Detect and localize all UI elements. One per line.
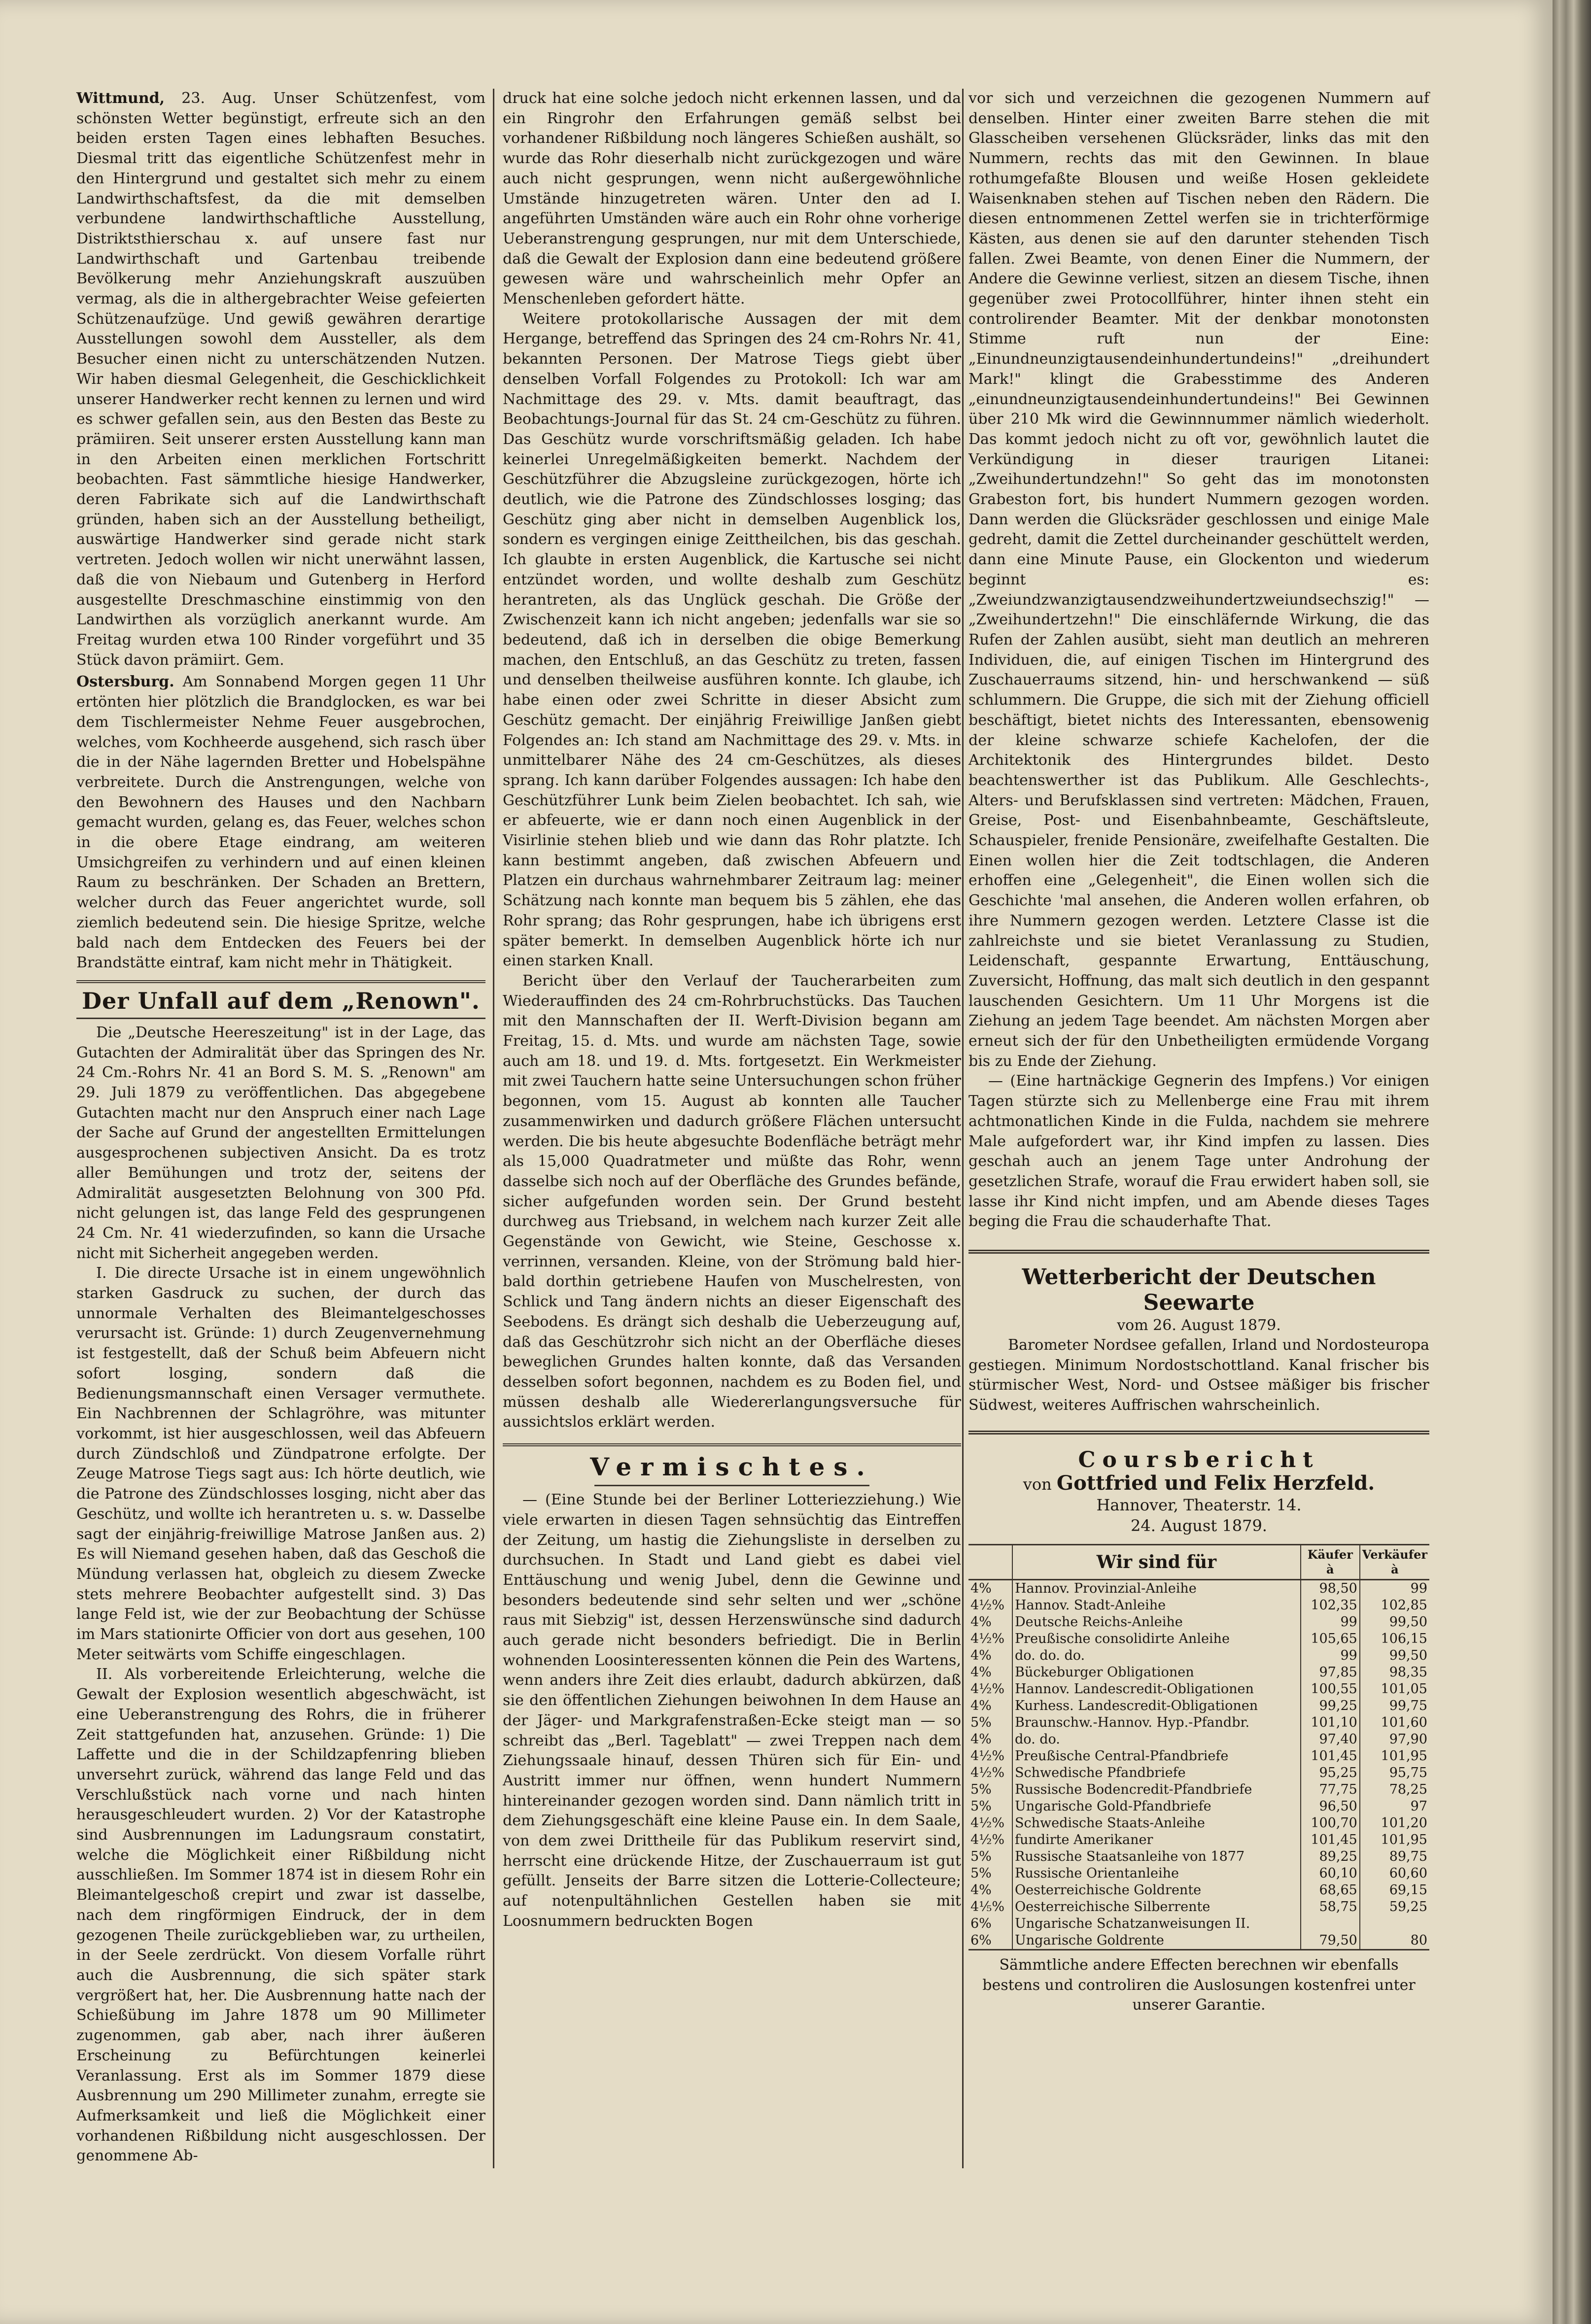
course-report: [968, 1447, 1429, 2016]
course-header-main: Wir sind für: [1012, 1544, 1301, 1579]
course-sell: 80: [1410, 1932, 1427, 1948]
course-buy: 99: [1301, 1614, 1360, 1631]
course-sell: 101,20: [1381, 1815, 1427, 1831]
course-buy: 97,40: [1301, 1731, 1360, 1748]
course-sell: 89,75: [1389, 1848, 1427, 1864]
article-renown-intro: Die „Deutsche Heereszeitung" ist in der Lage, das Gutachten der Admiralität über das Springen des Nr. 24 Cm.-Rohrs Nr. 41 an Bord S. M. S. „Renown" am 29. Juli 1879 zu veröffentlichen. Das abgegebene Gutachten macht nur den Anspruch einer nach Lage der Sache auf Grund der angestellten Ermittelungen ausgesprochenen subjectiven Ansicht. Da es trotz aller Bemühungen und trotz der, seitens der Admiralität ausgesetzten Belohnung von 300 Pfd. nicht gelungen ist, das lange Feld des gesprungenen 24 Cm. Nr. 41 wiederzufinden, so kann die Ursache nicht mit Sicherheit angegeben werden.: [76, 1024, 485, 1262]
course-row: [968, 1631, 1429, 1647]
course-pct: 4%: [970, 1698, 992, 1713]
course-row: [968, 1714, 1429, 1731]
course-row: [968, 1597, 1429, 1614]
heading-underline: [76, 1018, 485, 1019]
course-buy: 99,25: [1301, 1698, 1360, 1714]
course-pct: 4½%: [970, 1597, 1005, 1613]
course-title: Coursbericht: [1078, 1447, 1320, 1472]
course-sell: 101,60: [1381, 1714, 1427, 1730]
section-divider-4: [968, 1431, 1429, 1435]
course-name: Oesterreichische Goldrente: [1012, 1882, 1301, 1899]
course-name: Russische Bodencredit-Pfandbriefe: [1012, 1781, 1301, 1798]
column-2: [503, 89, 961, 1932]
column-3: [968, 89, 1429, 2016]
course-row: [968, 1832, 1429, 1848]
column-rule-1: [493, 89, 494, 2168]
book-page-edges: [1553, 0, 1591, 2324]
course-name: Ungarische Goldrente: [1012, 1932, 1301, 1950]
article-wittmund: [76, 89, 485, 670]
course-buy: 102,35: [1301, 1597, 1360, 1614]
course-name: do. do. do.: [1012, 1647, 1301, 1664]
column-1: [76, 89, 485, 2166]
course-pct: 4%: [970, 1614, 992, 1630]
course-name: Russische Staatsanleihe von 1877: [1012, 1848, 1301, 1865]
course-pct: 4%: [970, 1731, 992, 1747]
course-name: Russische Orientanleihe: [1012, 1865, 1301, 1882]
course-buy: 105,65: [1301, 1631, 1360, 1647]
article-ostersburg-text: Am Sonnabend Morgen gegen 11 Uhr ertönten hier plötzlich die Brandglocken, es war bei dem Tischlermeister Nehme Feuer ausgebrochen, welches, vom Kochheerde ausgehend, sich rasch über die in der Nähe lagernden Bretter und Hobelspähne verbreitete. Durch die Anstrengungen, welche von den Bewohnern des Hauses und den Nachbarn gemacht wurden, gelang es, das Feuer, welches schon in die obere Etage eindrang, am weiteren Umsichgreifen zu verhindern und auf einen kleinen Raum zu beschränken. Der Schaden an Brettern, welcher durch das Feuer angerichtet wurde, soll ziemlich bedeutend sein. Die hiesige Spritze, welche bald nach dem Entdecken des Feuers bei der Brandstätte eintraf, kam nicht mehr in Thätigkeit.: [76, 673, 485, 972]
course-name: do. do.: [1012, 1731, 1301, 1748]
course-von: von: [1023, 1474, 1052, 1494]
course-buy: 101,45: [1301, 1832, 1360, 1848]
course-buy: 89,25: [1301, 1848, 1360, 1865]
course-pct: 4⅕%: [970, 1899, 1005, 1914]
course-buy: 96,50: [1301, 1798, 1360, 1815]
course-name: Oesterreichische Silberrente: [1012, 1899, 1301, 1915]
course-row: [968, 1664, 1429, 1681]
course-pct: 4½%: [970, 1832, 1005, 1847]
course-pct: 5%: [970, 1781, 992, 1797]
course-sell: 101,95: [1381, 1832, 1427, 1847]
course-sell: 98,35: [1389, 1664, 1427, 1680]
course-row: [968, 1899, 1429, 1915]
course-row: [968, 1865, 1429, 1882]
course-sell: 95,75: [1389, 1765, 1427, 1780]
course-pct: 4½%: [970, 1681, 1005, 1697]
heading-underline-2: [594, 1485, 869, 1486]
course-sell: 106,15: [1381, 1631, 1427, 1646]
course-name: Deutsche Reichs-Anleihe: [1012, 1614, 1301, 1631]
article-renown-part1: I. Die directe Ursache ist in einem ungewöhnlich starken Gasdruck zu suchen, der durch das unnormale Verhalten des Bleimantelgeschosses verursacht ist. Gründe: 1) durch Zeugenvernehmung ist festgestellt, daß der Schuß beim Abfeuern nicht sofort losging, sondern daß die Bedienungsmannschaft einen Versager vermuthete. Ein Nachbrennen der Schlagröhre, was mitunter vorkommt, ist hier ausgeschlossen, weil das Abfeuern durch Zündschloß und Zündpatrone erfolgte. Der Zeuge Matrose Tiegs sagt aus: Ich hörte deutlich, wie die Patrone des Zündschlosses losging, nicht aber das Geschütz, und wollte ich herantreten u. s. w. Dasselbe sagt der einjährig-freiwillige Matrose Janßen aus. 2) Es will Niemand gesehen haben, daß das Geschoß die Mündung verlassen hat, obgleich zu diesem Zwecke stets mehrere Beobachter aufgestellt sind. 3) Das lange Feld ist, wie der zur Beobachtung der Schüsse im Mars stationirte Officier von dort aus gesehen, 100 Meter seitwärts vom Schiffe eingeschlagen.: [76, 1265, 485, 1663]
article-vaccination: — (Eine hartnäckige Gegnerin des Impfens.) Vor einigen Tagen stürzte sich zu Mellenberge eine Frau mit ihrem achtmonatlichen Kinde in die Fulda, nachdem sie mehrere Male aufgefordert war, ihr Kind impfen zu lassen. Dies geschah auch an jenem Tage unter Androhung der gesetzlichen Strafe, worauf die Frau erwidert haben soll, sie lasse ihr Kind nicht impfen, und am Abende dieses Tages beging die Frau die schauderhafte That.: [968, 1072, 1429, 1230]
course-sell: 99,75: [1389, 1698, 1427, 1713]
article-lottery-cont: vor sich und verzeichnen die gezogenen Nummern auf denselben. Hinter einer zweiten Barre stehen die mit Glasscheiben versehenen Glücksräder, links das mit den Nummern, rechts das mit den Gewinnen. In blaue rothumgefaßte Blousen und weiße Hosen gekleidete Waisenknaben stehen auf Tischen neben den Rädern. Die diesen entnommenen Zettel werfen sie in trichterförmige Kästen, aus denen sie auf den darunter stehenden Tisch fallen. Zwei Beamte, von denen Einer die Nummern, der Andere die Gewinne verliest, sitzen an diesem Tische, ihnen gegenüber zwei Protocollführer, hinter ihnen steht ein controlirender Beamter. Mit der denkbar monotonsten Stimme ruft nun der Eine: „Einundneunzigtausendeinhundertundeins!" „dreihundert Mark!" klingt die Grabesstimme des Anderen „einundneunzigtausendeinhundertundeins!" Bei Gewinnen über 210 Mk wird die Gewinnnummer nämlich wiederholt. Das kommt jedoch nicht zu oft vor, gewöhnlich lautet die Verkündigung in dieser traurigen Litanei: „Zweihundertundzehn!" So geht das im monotonsten Grabeston fort, bis hundert Nummern gezogen worden. Dann werden die Glücksräder geschlossen und einige Male gedreht, damit die Zettel durcheinander geschüttelt werden, dann eine Minute Pause, ein Glockenton und wiederum beginnt es: „Zweiundzwanzigtausendzweihundertzweiundsechszig!" — „Zweihundertzehn!" Die einschläfernde Wirkung, die das Rufen der Zahlen ausübt, sieht man deutlich an mehreren Individuen, die, auf einigen Tischen im Hintergrund des Zuschauerraums sitzend, hin- und herschwankend — süß schlummern. Die Gruppe, die sich mit der Ziehung officiell beschäftigt, bietet nichts des Interessanten, ebensowenig der kleine schwarze schiefe Kachelofen, der die Architektonik des Hintergrundes bildet. Desto beachtenswerther ist das Publikum. Alle Geschlechts-, Alters- und Berufsklassen sind vertreten: Mädchen, Frauen, Greise, Post- und Eisenbahnbeamte, Geschäftsleute, Schauspieler, frenide Pensionäre, zweifelhafte Gestalten. Die Einen wollen hier die Zeit todtschlagen, die Anderen erhoffen eine „Gelegenheit", die Einen wollen sich die Geschichte 'mal ansehen, die Anderen wollen erfahren, ob ihre Nummern gezogen werden. Letztere Classe ist die zahlreichste und sie bietet Veranlassung zu Studien, Leidenschaft, gespannte Erwartung, Enttäuschung, Zuversicht, Hoffnung, das malt sich deutlich in den gespannt lauschenden Gesichtern. Um 11 Uhr Morgens ist die Ziehung an jedem Tage beendet. Am nächsten Morgen aber erneut sich der für den Unbetheiligten ermüdende Vorgang bis zu Ende der Ziehung.: [968, 90, 1429, 1070]
course-buy: 98,50: [1301, 1579, 1360, 1597]
course-header-sell: Verkäufer à: [1360, 1544, 1429, 1579]
course-name: fundirte Amerikaner: [1012, 1832, 1301, 1848]
course-buy: 99: [1301, 1647, 1360, 1664]
course-header-buy: Käufer à: [1301, 1544, 1360, 1579]
course-name: Bückeburger Obligationen: [1012, 1664, 1301, 1681]
course-header-pct: [968, 1544, 1012, 1579]
course-name: Ungarische Gold-Pfandbriefe: [1012, 1798, 1301, 1815]
course-pct: 4%: [970, 1882, 992, 1898]
course-name: Hannov. Stadt-Anleihe: [1012, 1597, 1301, 1614]
course-name: Schwedische Staats-Anleihe: [1012, 1815, 1301, 1832]
course-row: [968, 1731, 1429, 1748]
course-pct: 6%: [970, 1915, 992, 1931]
course-date: 24. August 1879.: [1131, 1516, 1267, 1535]
article-diver-report: Bericht über den Verlauf der Taucherarbeiten zum Wiederauffinden des 24 cm-Rohrbruchstücks. Das Tauchen mit den Mannschaften der II. Werft-Division begann am Freitag, 15. d. Mts. und wurde am nächsten Tage, sowie auch am 18. und 19. d. Mts. fortgesetzt. Ein Werkmeister mit zwei Tauchern hatte seine Untersuchungen schon früher begonnen, vom 15. August ab konnten alle Taucher zusammenwirken und dadurch größere Flächen untersucht werden. Die bis heute abgesuchte Bodenfläche beträgt mehr als 15,000 Quadratmeter und müßte das Rohr, wenn dasselbe sich noch auf der Oberfläche des Grundes befände, sicher aufgefunden worden sein. Der Grund besteht durchweg aus Triebsand, in welchem nach kurzer Zeit alle Gegenstände von Gewicht, wie Steine, Geschosse x. verrinnen, versanden. Kleine, von der Strömung bald hier- bald dorthin getriebene Haufen von Muschelresten, von Schlick und Tang ändern nichts an dieser Eigenschaft des Seebodens. Es drängt sich deshalb die Ueberzeugung auf, daß das Geschützrohr sich nicht an der Oberfläche dieses beweglichen Grundes halten konnte, daß das Versanden desselben sofort begonnen, nachdem es zu Boden fiel, und müssen deshalb alle Wiedererlangungsversuche für aussichtslos erklärt werden.: [503, 972, 961, 1431]
column-rule-2: [962, 89, 964, 2168]
course-address: Hannover, Theaterstr. 14.: [1096, 1495, 1302, 1514]
course-footer: Sämmtliche andere Effecten berechnen wir ebenfalls bestens und controliren die Auslosungen kostenfrei unter unserer Garantie.: [982, 1956, 1416, 2014]
course-buy: 79,50: [1301, 1932, 1360, 1950]
article-wittmund-text: 23. Aug. Unser Schützenfest, vom schönsten Wetter begünstigt, erfreute sich an den beiden ersten Tagen eines lebhaften Besuches. Diesmal tritt das eigentliche Schützenfest mehr in den Hintergrund und gestaltet sich mehr zu einem Landwirthschaftsfest, da die mit demselben verbundene landwirthschaftliche Ausstellung, Distriktsthierschau x. auf unsere fast nur Landwirthschaft und Gartenbau treibende Bevölkerung mehr Anziehungskraft auszuüben vermag, als die in althergebrachter Weise gefeierten Schützenaufzüge. Und gewiß gewähren derartige Ausstellungen sowohl dem Aussteller, als dem Besucher einen nicht zu unterschätzenden Nutzen. Wir haben diesmal Gelegenheit, die Geschicklichkeit unserer Handwerker recht kennen zu lernen und wird es schwer gefallen sein, aus den Besten das Beste zu prämiiren. Seit unserer ersten Ausstellung kann man in den Arbeiten einen merklichen Fortschritt beobachten. Fast sämmtliche hiesige Handwerker, deren Fabrikate sich auf die Landwirthschaft gründen, haben sich an der Ausstellung betheiligt, auswärtige Handwerker sind gerade nicht stark vertreten. Jedoch wollen wir nicht unerwähnt lassen, daß die von Niebaum und Gutenberg in Herford ausgestellte Dreschmaschine einstimmig von den Landwirthen als vorzüglich anerkannt wurde. Am Freitag wurden etwa 100 Rinder vorgeführt und 35 Stück davon prämiirt. Gem.: [76, 90, 485, 669]
course-buy: 100,70: [1301, 1815, 1360, 1832]
course-pct: 4%: [970, 1664, 992, 1680]
course-buy: 58,75: [1301, 1899, 1360, 1915]
course-pct: 4½%: [970, 1631, 1005, 1646]
course-buy: 60,10: [1301, 1865, 1360, 1882]
weather-text: Barometer Nordsee gefallen, Irland und Nordosteuropa gestiegen. Minimum Nordostschottland. Kanal frischer bis stürmischer West, Nord- und Ostsee mäßiger bis frischer Südwest, weiteres Auffrischen wahrscheinlich.: [968, 1336, 1429, 1414]
section-divider-3: [968, 1250, 1429, 1254]
course-row: [968, 1915, 1429, 1932]
course-buy: [1301, 1915, 1360, 1932]
course-row: [968, 1748, 1429, 1765]
course-pct: 5%: [970, 1798, 992, 1814]
weather-title: Wetterbericht der Deutschen Seewarte: [1022, 1265, 1376, 1316]
section-divider-2: [503, 1443, 961, 1446]
course-buy: 68,65: [1301, 1882, 1360, 1899]
heading-renown: Der Unfall auf dem „Renown".: [82, 987, 480, 1014]
article-ostersburg: [76, 672, 485, 973]
course-table: [968, 1544, 1429, 1950]
course-firm-line: [968, 1473, 1429, 1495]
course-row: [968, 1882, 1429, 1899]
course-sell: 78,25: [1389, 1781, 1427, 1797]
course-row: [968, 1765, 1429, 1781]
course-pct: 4%: [970, 1580, 992, 1596]
course-pct: 6%: [970, 1932, 992, 1948]
course-buy: 77,75: [1301, 1781, 1360, 1798]
course-row: [968, 1681, 1429, 1698]
course-pct: 5%: [970, 1865, 992, 1881]
course-row: [968, 1698, 1429, 1714]
article-lottery: — (Eine Stunde bei der Berliner Lotteriezziehung.) Wie viele erwarten in diesen Tagen sehnsüchtig das Eintreffen der Zeitung, um hastig die Ziehungsliste in derselben zu durchsuchen. In Stadt und Land giebt es dabei viel Enttäuschung und wenig Jubel, denn die Gewinne und besonders bedeutende sind sehr selten und wer „schöne raus mit Siebzig" ist, dessen Herzenswünsche sind dadurch auch gerade nicht besonders befriedigt. Die in Berlin wohnenden Loosinteressenten können die Pein des Wartens, wenn anders ihre Zeit dies erlaubt, dadurch abkürzen, daß sie den öffentlichen Ziehungen beiwohnen In dem Hause an der Jäger- und Markgrafenstraßen-Ecke steigt man — so schreibt das „Berl. Tageblatt" — zwei Treppen nach dem Ziehungssaale hinauf, dessen Thüren sich für Ein- und Austritt immer nur öffnen, wenn hundert Nummern hintereinander gezogen worden sind. Dann nämlich tritt in dem Ziehungsgeschäft eine kleine Pause ein. In dem Saale, von dem zwei Drittheile für das Publikum reservirt sind, herrscht eine drückende Hitze, der Zuschauerraum ist gut gefüllt. Jenseits der Barre sitzen die Lotterie-Collecteure; auf notenpultähnlichen Gestellen haben sie mit Loosnummern bedruckten Bogen: [503, 1491, 961, 1930]
course-row: [968, 1815, 1429, 1832]
course-row: [968, 1798, 1429, 1815]
section-divider: [76, 980, 485, 983]
course-sell: 97: [1410, 1798, 1427, 1814]
weather-report: [968, 1265, 1429, 1416]
course-sell: 99,50: [1389, 1647, 1427, 1663]
course-name: Schwedische Pfandbriefe: [1012, 1765, 1301, 1781]
course-sell: 101,95: [1381, 1748, 1427, 1764]
course-buy: 101,10: [1301, 1714, 1360, 1731]
course-name: Kurhess. Landescredit-Obligationen: [1012, 1698, 1301, 1714]
course-pct: 4½%: [970, 1765, 1005, 1780]
article-renown-cont: druck hat eine solche jedoch nicht erkennen lassen, und da ein Ringrohr den Erfahrungen gemäß selbst bei vorhandener Rißbildung noch längeres Schießen aushält, so wurde das Rohr dieserhalb nicht zurückgezogen und wäre auch nicht gesprungen, wenn nicht außergewöhnliche Umstände hinzugetreten wären. Unter den ad I. angeführten Umständen wäre auch ein Rohr ohne vorherige Ueberanstrengung gesprungen, nur mit dem Unterschiede, daß die Gewalt der Explosion dann eine bedeutend größere gewesen wäre und wahrscheinlich mehr Opfer an Menschenleben gefordert hätte.: [503, 90, 961, 308]
course-sell: 102,85: [1381, 1597, 1427, 1613]
course-name: Hannov. Provinzial-Anleihe: [1012, 1579, 1301, 1597]
course-firm: Gottfried und Felix Herzfeld.: [1056, 1471, 1375, 1495]
course-row: [968, 1647, 1429, 1664]
article-protocol: Weitere protokollarische Aussagen der mit dem Hergange, betreffend das Springen des 24 cm-Rohrs Nr. 41, bekannten Personen. Der Matrose Tiegs giebt über denselben Vorfall Folgendes zu Protokoll: Ich war am Nachmittage des 29. v. Mts. damit beauftragt, das Beobachtungs-Journal für das St. 24 cm-Geschütz zu führen. Das Geschütz wurde vorschriftsmäßig geladen. Ich habe keinerlei Unregelmäßigkeiten bemerkt. Nachdem der Geschützführer die Abzugsleine zurückgezogen, hörte ich deutlich, wie die Patrone des Zündschlosses losging; das Geschütz ging aber nicht in demselben Augenblick los, sondern es vergingen einige Zeittheilchen, bis das geschah. Ich glaubte in ersten Augenblick, die Kartusche sei nicht entzündet worden, und wollte deshalb zum Geschütz herantreten, als das Unglück geschah. Die Größe der Zwischenzeit kann ich nicht angeben; jedenfalls war sie so bedeutend, daß ich in derselben die obige Bemerkung machen, den Entschluß, an das Geschütz zu treten, fassen und denselben theilweise ausführen konnte. Ich glaube, ich habe einen oder zwei Schritte in dieser Absicht zum Geschütz gemacht. Der einjährig Freiwillige Janßen giebt Folgendes an: Ich stand am Nachmittage des 29. v. Mts. in unmittelbarer Nähe des 24 cm-Geschützes, als dieses sprang. Ich kann darüber Folgendes aussagen: Ich habe den Geschützführer Lunk beim Zielen beobachtet. Ich sah, wie er abfeuerte, wie er dann noch einen Augenblick in der Visirlinie stehen blieb und wie dann das Rohr platzte. Ich kann bestimmt angeben, daß zwischen Abfeuern und Platzen ein durchaus wahrnehmbarer Zeitraum lag: meiner Schätzung nach konnte man bequem bis 5 zählen, ehe das Rohr sprang; das Rohr gesprungen, habe ich übrigens erst später bemerkt. In demselben Augenblick hörte ich nur einen starken Knall.: [503, 310, 961, 970]
course-row: [968, 1781, 1429, 1798]
course-sell: [1360, 1915, 1429, 1932]
dateline-wittmund: Wittmund,: [76, 90, 165, 107]
course-pct: 4%: [970, 1647, 992, 1663]
course-table-header: [968, 1544, 1429, 1579]
course-row: [968, 1614, 1429, 1631]
weather-date: vom 26. August 1879.: [1117, 1317, 1281, 1334]
course-table-body: [968, 1579, 1429, 1949]
course-pct: 4½%: [970, 1748, 1005, 1764]
course-name: Braunschw.-Hannov. Hyp.-Pfandbr.: [1012, 1714, 1301, 1731]
course-sell: 59,25: [1389, 1899, 1427, 1914]
course-name: Preußische Central-Pfandbriefe: [1012, 1748, 1301, 1765]
course-row: [968, 1932, 1429, 1950]
course-row: [968, 1848, 1429, 1865]
course-sell: 99: [1410, 1580, 1427, 1596]
course-sell: 69,15: [1389, 1882, 1427, 1898]
heading-vermischtes: Vermischtes.: [590, 1452, 874, 1482]
course-sell: 60,60: [1389, 1865, 1427, 1881]
course-name: Hannov. Landescredit-Obligationen: [1012, 1681, 1301, 1698]
course-sell: 97,90: [1389, 1731, 1427, 1747]
course-buy: 95,25: [1301, 1765, 1360, 1781]
course-sell: 101,05: [1381, 1681, 1427, 1697]
course-pct: 5%: [970, 1714, 992, 1730]
dateline-ostersburg: Ostersburg.: [76, 673, 174, 691]
course-row: [968, 1579, 1429, 1597]
course-buy: 101,45: [1301, 1748, 1360, 1765]
course-pct: 4½%: [970, 1815, 1005, 1831]
course-name: Preußische consolidirte Anleihe: [1012, 1631, 1301, 1647]
course-buy: 100,55: [1301, 1681, 1360, 1698]
course-name: Ungarische Schatzanweisungen II.: [1012, 1915, 1301, 1932]
article-renown-part2: II. Als vorbereitende Erleichterung, welche die Gewalt der Explosion wesentlich abgeschwächt, ist eine Ueberanstrengung des Rohrs, die in früherer Zeit stattgefunden hat, anzusehen. Gründe: 1) Die Laffette und die in der Schildzapfenring blieben unversehrt zurück, während das lange Feld und das Verschlußstück nach vorne und nach hinten herausgeschleudert wurden. 2) Vor der Katastrophe sind Ausbrennungen im Ladungsraum constatirt, welche die Möglichkeit einer Rißbildung nicht ausschließen. Im Sommer 1874 ist in diesem Rohr ein Bleimantelgeschoß crepirt und zwar ist dasselbe, nach dem ringförmigen Eindruck, der in dem gezogenen Theile zurückgeblieben war, zu urtheilen, in der Seele zerdrückt. Von diesem Vorfalle rührt auch die Ausbrennung, die sich später stark vergrößert hat, her. Die Ausbrennung hatte nach der Schießübung im Jahre 1878 um 90 Millimeter zugenommen, gab aber, nach ihrer äußeren Erscheinung zu Befürchtungen keinerlei Veranlassung. Erst als im Sommer 1879 diese Ausbrennung um 290 Millimeter zunahm, erregte sie Aufmerksamkeit und ließ die Möglichkeit einer vorhandenen Rißbildung nicht ausgeschlossen. Der genommene Ab-: [76, 1666, 485, 2165]
course-sell: 99,50: [1389, 1614, 1427, 1630]
course-buy: 97,85: [1301, 1664, 1360, 1681]
course-pct: 5%: [970, 1848, 992, 1864]
